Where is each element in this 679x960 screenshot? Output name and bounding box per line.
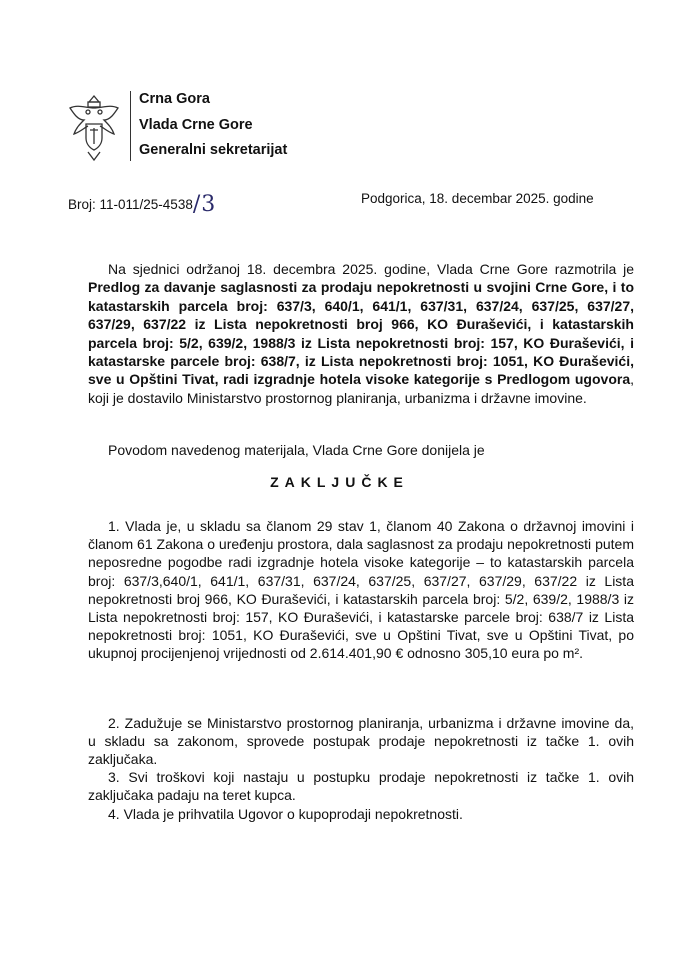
conclusion-item <box>88 768 634 804</box>
povodom-sentence: Povodom navedenog materijala, Vlada Crne Gore donijela je <box>108 442 485 458</box>
conclusion-item <box>88 805 634 823</box>
header-government: Vlada Crne Gore <box>139 117 253 133</box>
conclusion-item-text: 4. Vlada je prihvatila Ugovor o kupoprodaji nepokretnosti. <box>108 806 463 822</box>
reference-number-label: Broj: 11-011/25-4538 <box>68 197 193 212</box>
conclusion-item-text: 3. Svi troškovi koji nastaju u postupku prodaje nepokretnosti iz tačke 1. ovih zaključaka padaju na teret kupca. <box>88 769 634 804</box>
reference-number-handwritten: /3 <box>192 192 217 217</box>
conclusion-item-text: 2. Zadužuje se Ministarstvo prostornog planiranja, urbanizma i državne imovine da, u skladu sa zakonom, sprovede postupak prodaje nepokretnosti iz tačke 1. ovih zaključaka. <box>88 715 634 768</box>
intro-text-end: , koji je dostavilo Ministarstvo prostornog planiranja, urbanizma i državne imovine. <box>88 371 634 406</box>
place-and-date: Podgorica, 18. decembar 2025. godine <box>361 191 594 206</box>
intro-proposal-title: Predlog za davanje saglasnosti za prodaju nepokretnosti u svojini Crne Gore, i to katastarskih parcela broj: 637/3, 640/1, 641/1, 637/31, 637/24, 637/25, 637/27, 637/29, 637/22 iz Lista nepokretnosti broj 966, KO Đuraševići, i katastarskih parcela broj: 5/2, 639/2, 1988/3 iz Lista nepokretnosti broj: 157, KO Đuraševići, i katastarske parcele broj: 638/7, iz Lista nepokretnosti broj: 1051, KO Đuraševići, sve u Opštini Tivat, radi izgradnje hotela visoke kategorije s Predlogom ugovora <box>88 279 634 388</box>
intro-text-start: Na sjednici održanoj 18. decembra 2025. godine, Vlada Crne Gore razmotrila je <box>108 261 634 277</box>
header-divider <box>130 91 131 161</box>
header-country: Crna Gora <box>139 91 210 107</box>
reference-number <box>68 190 216 215</box>
intro-paragraph <box>88 260 634 407</box>
conclusion-item-text: 1. Vlada je, u skladu sa članom 29 stav 1, članom 40 Zakona o državnoj imovini i članom 61 Zakona o uređenju prostora, dala saglasnost za prodaju nepokretnosti putem neposredne pogodbe radi izgradnje hotela visoke kategorije – to katastarskih parcela broj: 637/3,640/1, 641/1, 637/31, 637/24, 637/25, 637/27, 637/29, 637/22 iz Lista nepokretnosti broj 966, KO Đuraševići, i katastarskih parcela broj: 5/2, 639/2, 1988/3 iz Lista nepokretnosti broj: 157, KO Đuraševići, i katastarske parcele broj: 638/7 iz Lista nepokretnosti broj: 1051, KO Đuraševići, sve u Opštini Tivat, sve u Opštini Tivat, po ukupnoj procijenjenoj vrijednosti od 2.614.401,90 € odnosno 305,10 eura po m². <box>88 518 634 662</box>
conclusion-item <box>88 714 634 769</box>
montenegro-coat-of-arms-icon <box>64 94 124 162</box>
conclusion-item <box>88 517 634 663</box>
header-secretariat: Generalni sekretarijat <box>139 142 288 158</box>
conclusions-title: ZAKLJUČKE <box>270 474 409 490</box>
